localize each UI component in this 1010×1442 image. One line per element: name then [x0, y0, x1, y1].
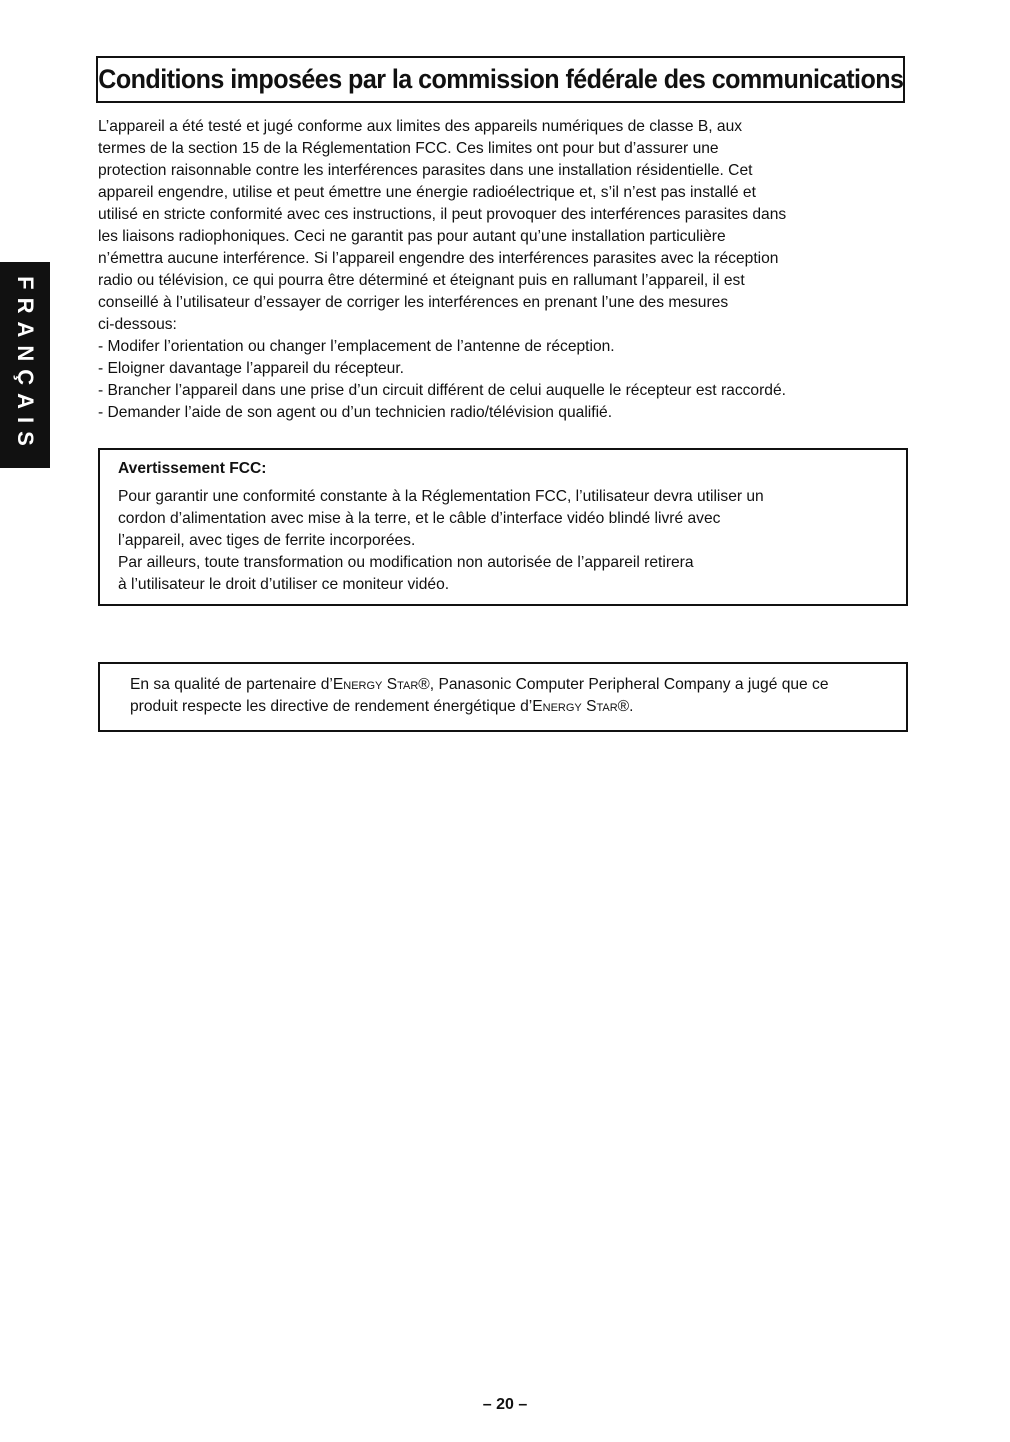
energy-star-brand: Energy Star — [532, 698, 618, 715]
measure-item: - Eloigner davantage l’appareil du récepteur. — [98, 360, 405, 377]
fcc-warning-body: Pour garantir une conformité constante à la Réglementation FCC, l’utilisateur devra utiliser un cordon d’alimentation avec mise à la terre, et le câble d’interface vidéo blindé livré avec l’appareil, avec tiges de ferrite incorporées. Par ailleurs, toute transformation ou modification non autorisée de l’appareil retirera à l’utilisateur le droit d’utiliser ce moniteur vidéo. — [118, 488, 764, 593]
energy-star-text-1: En sa qualité de partenaire d’ — [130, 676, 333, 693]
energy-star-text-2: ®, Panasonic Computer Peripheral Company a jugé que ce produit respecte les directive de rendement énergétique d’ — [130, 676, 829, 715]
fcc-warning-heading: Avertissement FCC: — [118, 460, 267, 477]
main-text — [98, 116, 910, 424]
energy-star-statement — [130, 674, 876, 718]
measures-list — [98, 336, 910, 424]
energy-star-box — [98, 662, 908, 732]
language-side-tab — [0, 262, 50, 468]
measure-item: - Modifer l’orientation ou changer l’emplacement de l’antenne de réception. — [98, 338, 615, 355]
title-box — [96, 56, 905, 103]
language-side-tab-label: FRANÇAIS — [13, 276, 38, 454]
measure-item: - Brancher l’appareil dans une prise d’un circuit différent de celui auquelle le récepteur est raccordé. — [98, 382, 786, 399]
page-title: Conditions imposées par la commission fédérale des communications — [97, 64, 904, 94]
energy-star-text-3: ®. — [617, 698, 634, 715]
intro-paragraph: L’appareil a été testé et jugé conforme aux limites des appareils numériques de classe B, aux termes de la section 15 de la Réglementation FCC. Ces limites ont pour but d’assurer une protection raisonnable contre les interférences parasites dans une installation résidentielle. Cet appareil engendre, utilise et peut émettre une énergie radioélectrique et, s’il n’est pas installé et utilisé en stricte conformité avec ces instructions, il peut provoquer des interférences parasites dans les liaisons radiophoniques. Ceci ne garantit pas pour autant qu’une installation particulière n’émettra aucune interférence. Si l’appareil engendre des interférences parasites avec la réception radio ou télévision, ce qui pourra être déterminé et éteignant puis en rallumant l’appareil, il est conseillé à l’utilisateur d’essayer de corriger les interférences en prenant l’une des mesures ci-dessous: — [98, 118, 787, 333]
page-number: – 20 – — [482, 1396, 528, 1413]
fcc-warning-box — [98, 448, 908, 606]
measure-item: - Demander l’aide de son agent ou d’un technicien radio/télévision qualifié. — [98, 404, 613, 421]
energy-star-brand: Energy Star — [332, 676, 419, 693]
